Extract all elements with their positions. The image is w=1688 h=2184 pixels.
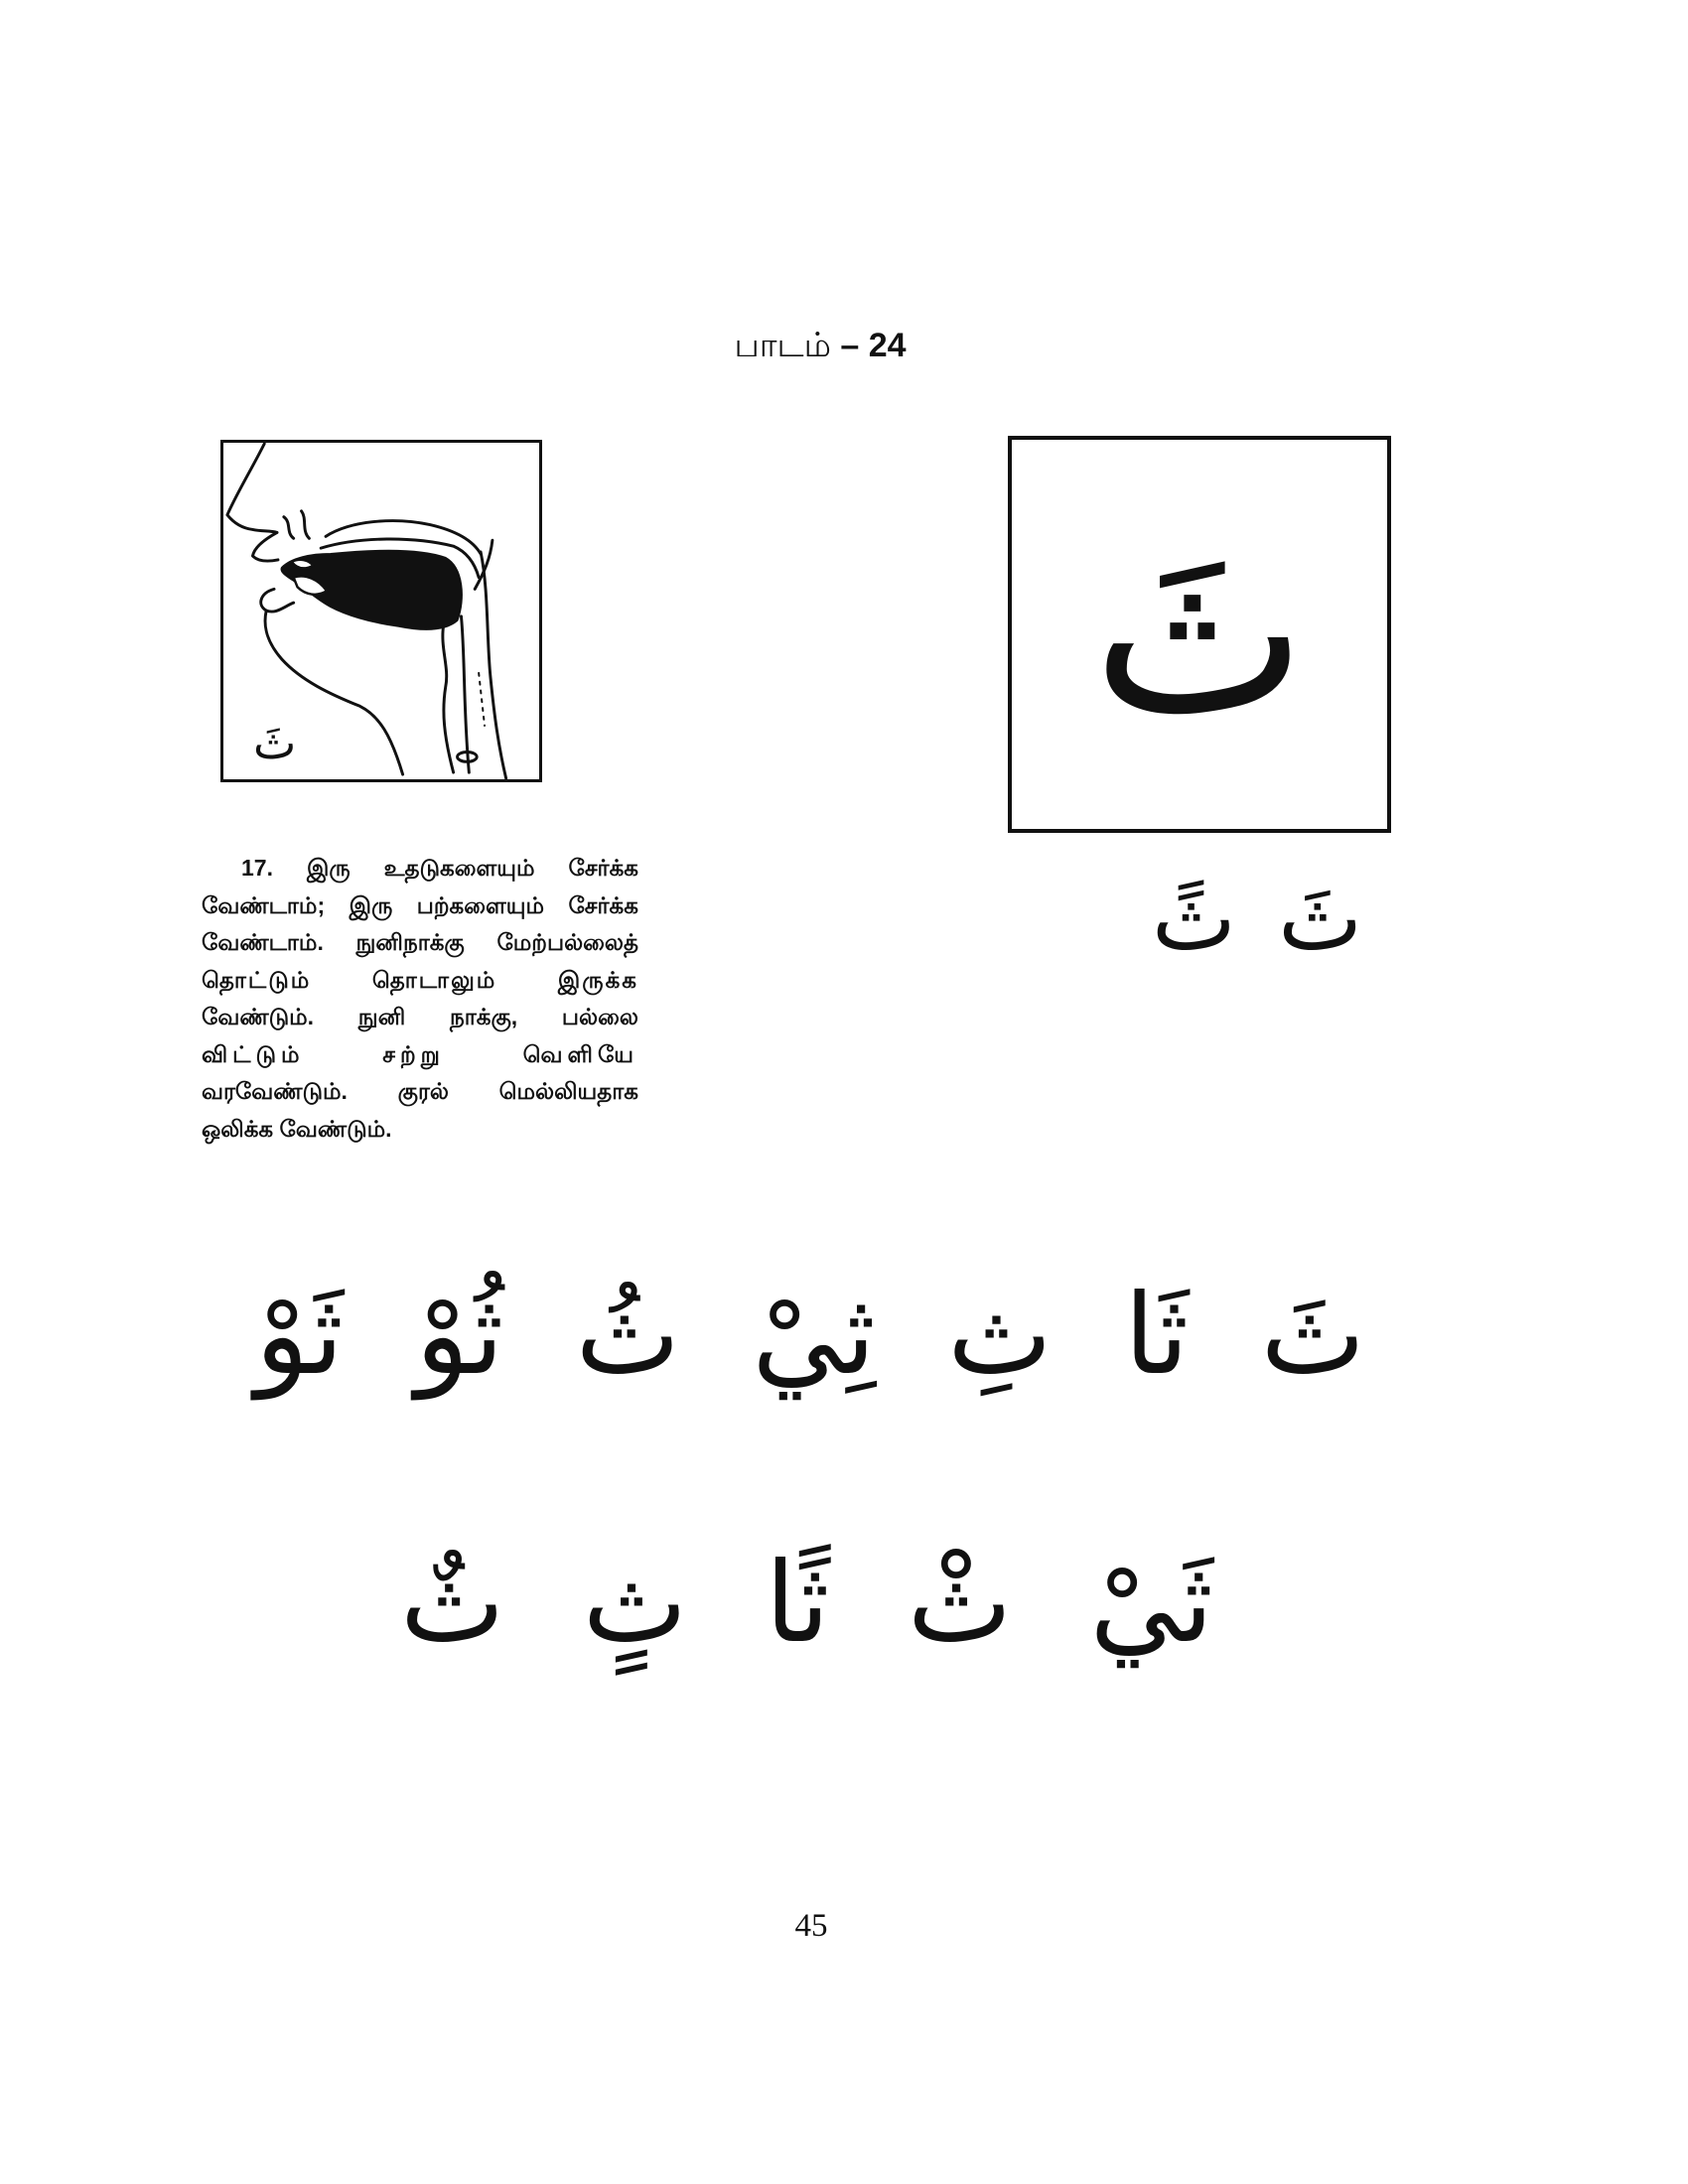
practice-letter: ثْ [907,1539,1013,1668]
featured-letter: ثَ [1091,501,1308,766]
pronunciation-instruction [202,850,638,1148]
hyoid-dashes [479,673,485,726]
articulation-illustration [220,440,542,782]
lower-lip [261,589,294,612]
instruction-line: வரவேண்டும். குரல் மெல்லியதாக [202,1078,638,1104]
lesson-title [622,324,1019,367]
instruction-line: 17. இரு உதடுகளையும் சேர்க்க [241,855,638,881]
throat-line-front [443,624,454,772]
practice-row-2 [400,1509,1213,1698]
page-number: 45 [794,1908,828,1944]
instruction-line: விட்டும் சற்று வெளியே [202,1040,638,1067]
practice-row-1 [255,1241,1365,1430]
practice-letter: ثَا [1123,1271,1190,1400]
practice-letter: ثًا [765,1539,830,1668]
instruction-line: வேண்டாம். நுனிநாக்கு மேற்பல்லைத் [202,929,638,955]
example-letter: ثَ [1278,867,1362,971]
practice-letter: ثُوْ [415,1271,504,1400]
instruction-line: ஒலிக்க வேண்டும். [202,1115,392,1142]
practice-letter: ثَ [1260,1271,1365,1400]
lesson-label: பாடம் [734,327,831,364]
practice-letter: ثَيْ [1089,1539,1213,1668]
featured-examples [1152,860,1362,979]
throat-line-back [461,616,469,772]
example-letter: ثً [1152,867,1236,971]
practice-letter: ثِ [947,1271,1053,1400]
practice-letter: ثٍ [582,1539,688,1668]
practice-letter: ثَوْ [255,1271,345,1400]
lesson-number: – 24 [840,327,907,364]
practice-letter: ثٌ [400,1539,505,1668]
nose-outline [227,444,277,532]
upper-lip [252,532,278,561]
instruction-line: வேண்டாம்; இரு பற்களையும் சேர்க்க [202,891,638,918]
illustration-letter: ثَ [253,716,297,769]
neck-back-line [481,552,506,778]
nostril-curl [284,511,310,539]
practice-letter: ثِيْ [752,1271,876,1400]
practice-letter: ثُ [575,1271,681,1400]
instruction-line: தொட்டும் தொடாலும் இருக்க [202,966,638,993]
featured-letter-box [1008,436,1391,833]
instruction-line: வேண்டும். நுனி நாக்கு, பல்லை [202,1004,638,1029]
